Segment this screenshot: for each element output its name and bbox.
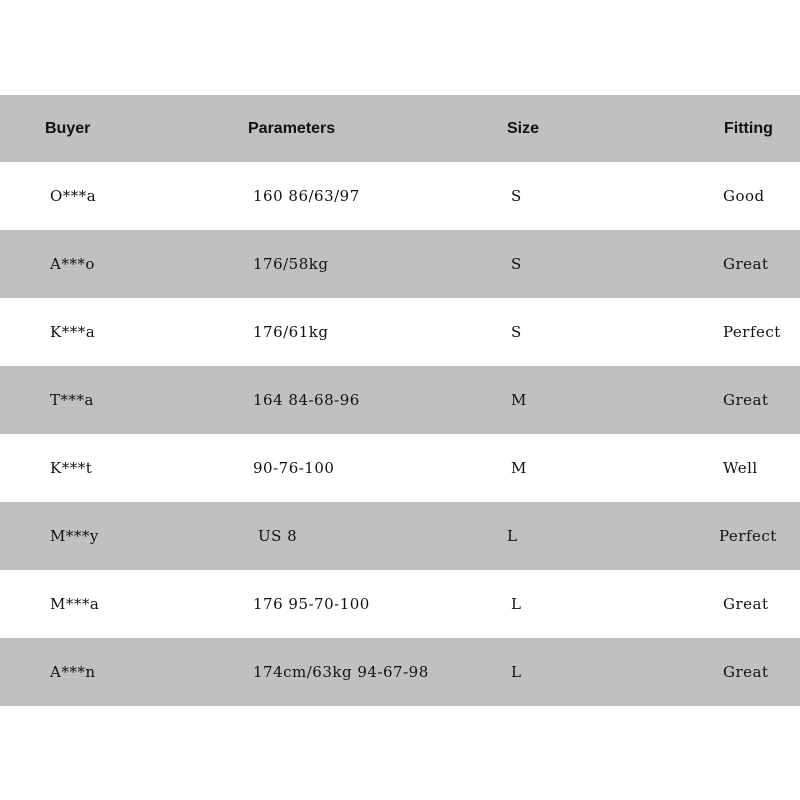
buyer-cell: A***o — [50, 255, 95, 273]
buyer-cell: M***a — [50, 595, 100, 613]
buyer-cell: O***a — [50, 187, 97, 205]
size-cell: S — [511, 187, 522, 205]
header-buyer: Buyer — [45, 120, 91, 137]
fitting-cell: Great — [723, 595, 769, 613]
size-cell: L — [511, 663, 522, 681]
size-cell: S — [511, 255, 522, 273]
table-row — [0, 366, 800, 434]
buyer-cell: M***y — [50, 527, 99, 545]
parameters-cell: US 8 — [258, 527, 298, 545]
fitting-cell: Well — [723, 459, 758, 477]
buyer-cell: K***t — [50, 459, 93, 477]
table-row — [0, 434, 800, 502]
fitting-cell: Great — [723, 391, 769, 409]
table-row — [0, 162, 800, 230]
fitting-cell: Good — [723, 187, 765, 205]
parameters-cell: 90-76-100 — [253, 459, 335, 477]
fitting-cell: Perfect — [719, 527, 777, 545]
header-parameters: Parameters — [248, 120, 336, 137]
fitting-cell: Perfect — [723, 323, 781, 341]
buyer-cell: A***n — [50, 663, 96, 681]
fitting-cell: Great — [723, 663, 769, 681]
size-cell: L — [511, 595, 522, 613]
buyer-size-table — [0, 95, 800, 706]
buyer-cell: K***a — [50, 323, 96, 341]
size-cell: L — [507, 527, 518, 545]
buyer-cell: T***a — [50, 391, 94, 409]
table-header-row — [0, 95, 800, 162]
table-row — [0, 502, 800, 570]
header-fitting: Fitting — [724, 120, 773, 137]
table-row — [0, 570, 800, 638]
fitting-cell: Great — [723, 255, 769, 273]
header-size: Size — [507, 120, 540, 137]
parameters-cell: 176/61kg — [253, 323, 329, 341]
table-row — [0, 638, 800, 706]
parameters-cell: 176 95-70-100 — [253, 595, 370, 613]
size-cell: M — [511, 459, 527, 477]
parameters-cell: 174cm/63kg 94-67-98 — [253, 663, 429, 681]
size-cell: S — [511, 323, 522, 341]
table-row — [0, 230, 800, 298]
parameters-cell: 176/58kg — [253, 255, 329, 273]
size-cell: M — [511, 391, 527, 409]
parameters-cell: 160 86/63/97 — [253, 187, 360, 205]
table-row — [0, 298, 800, 366]
parameters-cell: 164 84-68-96 — [253, 391, 360, 409]
